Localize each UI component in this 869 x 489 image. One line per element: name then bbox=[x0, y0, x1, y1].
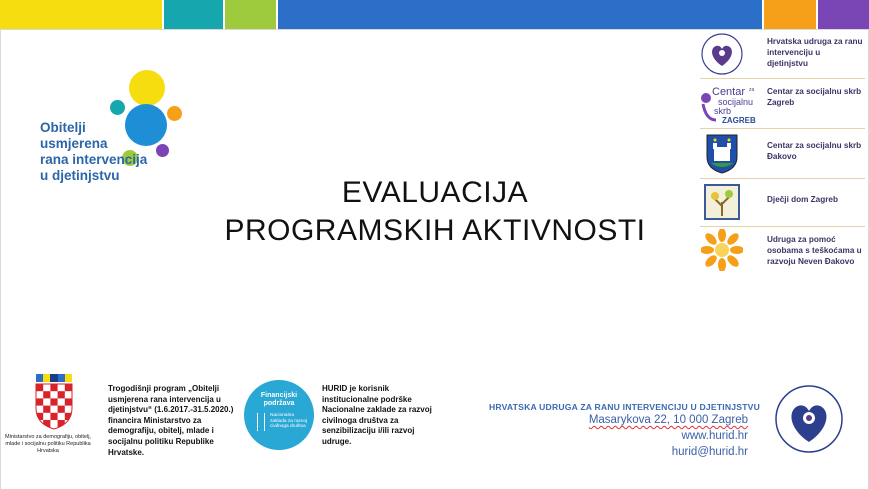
partner-name: Hrvatska udruga za ranu intervenciju u djetinjstvu bbox=[767, 37, 863, 68]
logo-dot-purple bbox=[156, 144, 169, 157]
top-stripe-blue bbox=[278, 0, 762, 29]
logo-text-line: usmjerena bbox=[40, 136, 108, 151]
slide-frame-left bbox=[0, 29, 1, 489]
nzrcd-badge-text: Nacionalna zaklada za razvoj civilnoga društva bbox=[270, 413, 308, 430]
partner-name: Dječji dom Zagreb bbox=[767, 195, 838, 204]
nzrcd-bracket-icon bbox=[257, 413, 265, 431]
top-stripe-purple bbox=[818, 0, 869, 29]
nzrcd-support-text: HURID je korisnik institucionalne podrške Nacionalne zaklade za razvoj civilnoga društva za senzibilizaciju i/ili razvoj udruge. bbox=[322, 384, 432, 446]
logo-text bbox=[40, 120, 147, 184]
czss-logo-text-centar: Centar bbox=[712, 86, 746, 98]
slide-title-line2: PROGRAMSKIH AKTIVNOSTI bbox=[224, 214, 646, 247]
partner-hurid bbox=[700, 30, 865, 79]
czss-zagreb-logo-icon bbox=[700, 82, 762, 126]
partner-djecji-dom bbox=[700, 178, 865, 227]
top-stripe-green bbox=[225, 0, 276, 29]
hurid-email[interactable]: hurid@hurid.hr bbox=[671, 446, 748, 458]
logo-text-line: rana intervencija bbox=[40, 152, 148, 167]
logo-text-line: Obitelji bbox=[40, 120, 86, 135]
top-stripe-yellow bbox=[0, 0, 162, 29]
top-stripe-orange bbox=[764, 0, 816, 29]
partner-name: Centar za socijalnu skrb Zagreb bbox=[767, 87, 862, 107]
hurid-org-name: HRVATSKA UDRUGA ZA RANU INTERVENCIJU U DJETINJSTVU bbox=[488, 402, 760, 412]
nzrcd-badge bbox=[244, 380, 314, 450]
tree-icon bbox=[700, 180, 744, 224]
slide-title-line1: EVALUACIJA bbox=[341, 176, 529, 209]
czss-logo-text-skrb: skrb bbox=[714, 106, 732, 116]
partner-czss-dakovo bbox=[700, 130, 865, 179]
top-stripe-teal bbox=[164, 0, 223, 29]
nzrcd-badge-title: Financijski podržava bbox=[260, 392, 298, 407]
partner-neven-dakovo bbox=[700, 226, 865, 274]
croatian-coat-of-arms-icon bbox=[34, 374, 74, 435]
czss-logo-text-zagreb: ZAGREB bbox=[722, 116, 756, 124]
coat-of-arms-icon bbox=[700, 132, 744, 176]
program-funding-text: Trogodišnji program „Obitelji usmjerena rana intervencija u djetinjstvu“ (1.6.2017.-31.5.2020.) financira Ministarstvo za demografiju, obitelj, mlade i socijalnu politiku Republike Hrvatske. bbox=[108, 384, 234, 457]
partner-name: Centar za socijalnu skrb Đakovo bbox=[767, 141, 862, 161]
sunflower-icon bbox=[700, 228, 744, 272]
slide-title bbox=[160, 174, 710, 250]
logo-dot-teal bbox=[110, 100, 125, 115]
logo-dot-orange bbox=[167, 106, 182, 121]
partner-czss-zagreb bbox=[700, 80, 865, 129]
hurid-large-logo-icon bbox=[772, 378, 846, 465]
hurid-heart-icon bbox=[700, 32, 744, 76]
logo-text-line: u djetinjstvu bbox=[40, 168, 120, 183]
hurid-address-text: Masarykova 22, 10 000 Zagreb bbox=[588, 414, 748, 426]
logo-dot-yellow bbox=[129, 70, 165, 106]
ministry-caption: Ministarstvo za demografiju, obitelj, mlade i socijalnu politiku Republika Hrvatska bbox=[5, 434, 91, 454]
hurid-address bbox=[560, 414, 748, 426]
partner-name: Udruga za pomoć osobama s teškoćama u razvoju Neven Đakovo bbox=[767, 235, 862, 266]
hurid-website[interactable]: www.hurid.hr bbox=[681, 430, 748, 442]
czss-logo-text-za: za bbox=[749, 87, 755, 93]
czss-logo-text-socijalnu: socijalnu bbox=[718, 97, 754, 107]
